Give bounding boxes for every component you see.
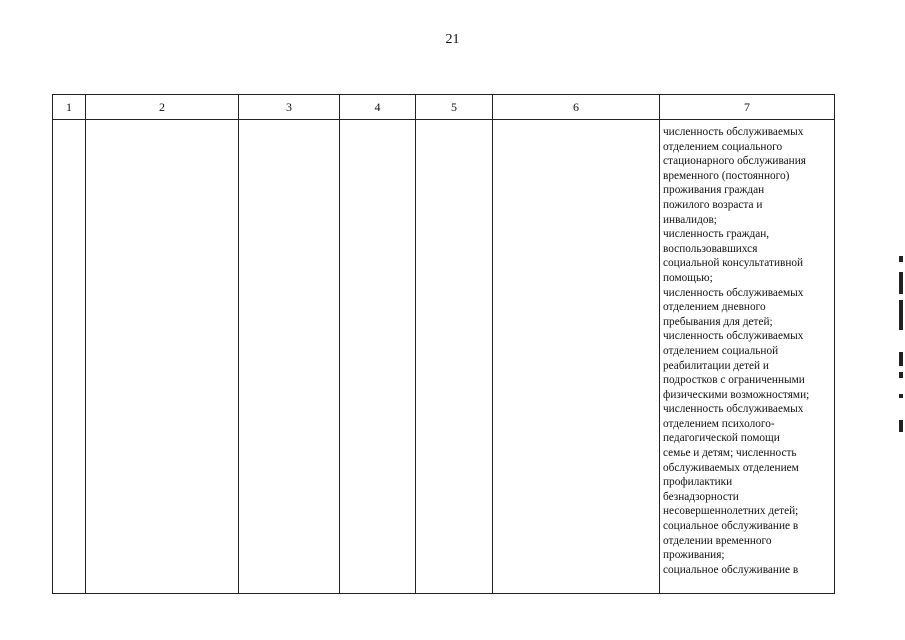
column-header-5: 5 xyxy=(416,95,493,120)
cell-col-7 xyxy=(660,120,835,594)
page-number: 21 xyxy=(445,32,460,47)
column-header-7: 7 xyxy=(660,95,835,120)
column-header-4: 4 xyxy=(340,95,416,120)
column-header-3: 3 xyxy=(239,95,340,120)
data-table xyxy=(52,94,835,594)
scan-edge-mark-6 xyxy=(899,394,903,398)
table-row xyxy=(53,120,835,594)
column-header-2: 2 xyxy=(86,95,239,120)
scan-edge-mark-2 xyxy=(899,272,903,294)
column-header-1: 1 xyxy=(53,95,86,120)
cell-col-2 xyxy=(86,120,239,594)
cell-col-6 xyxy=(493,120,660,594)
cell-col-5 xyxy=(416,120,493,594)
scan-edge-mark-1 xyxy=(899,256,903,262)
scan-edge-mark-7 xyxy=(899,420,903,432)
column-header-6: 6 xyxy=(493,95,660,120)
indicators-text: численность обслуживаемых отделением социального стационарного обслуживания временного (постоянного) проживания граждан пожилого возраста и инвалидов; численность граждан, воспользовавшихся социальной консультативной помощью; численность обслуживаемых отделением дневного пребывания для детей; численность обслуживаемых отделением социальной реабилитации детей и подростков с ограниченными физическими возможностями; численность обслуживаемых отделением психолого- педагогической помощи семье и детям; численность обслуживаемых отделением профилактики безнадзорности несовершеннолетних детей; социальное обслуживание в отделении временного проживания; социальное обслуживание в xyxy=(663,126,810,576)
cell-col-4 xyxy=(340,120,416,594)
scan-edge-mark-5 xyxy=(899,372,903,378)
scan-edge-mark-3 xyxy=(899,300,903,330)
table-header-row xyxy=(53,95,835,120)
cell-col-1 xyxy=(53,120,86,594)
cell-col-3 xyxy=(239,120,340,594)
scan-edge-mark-4 xyxy=(899,352,903,366)
